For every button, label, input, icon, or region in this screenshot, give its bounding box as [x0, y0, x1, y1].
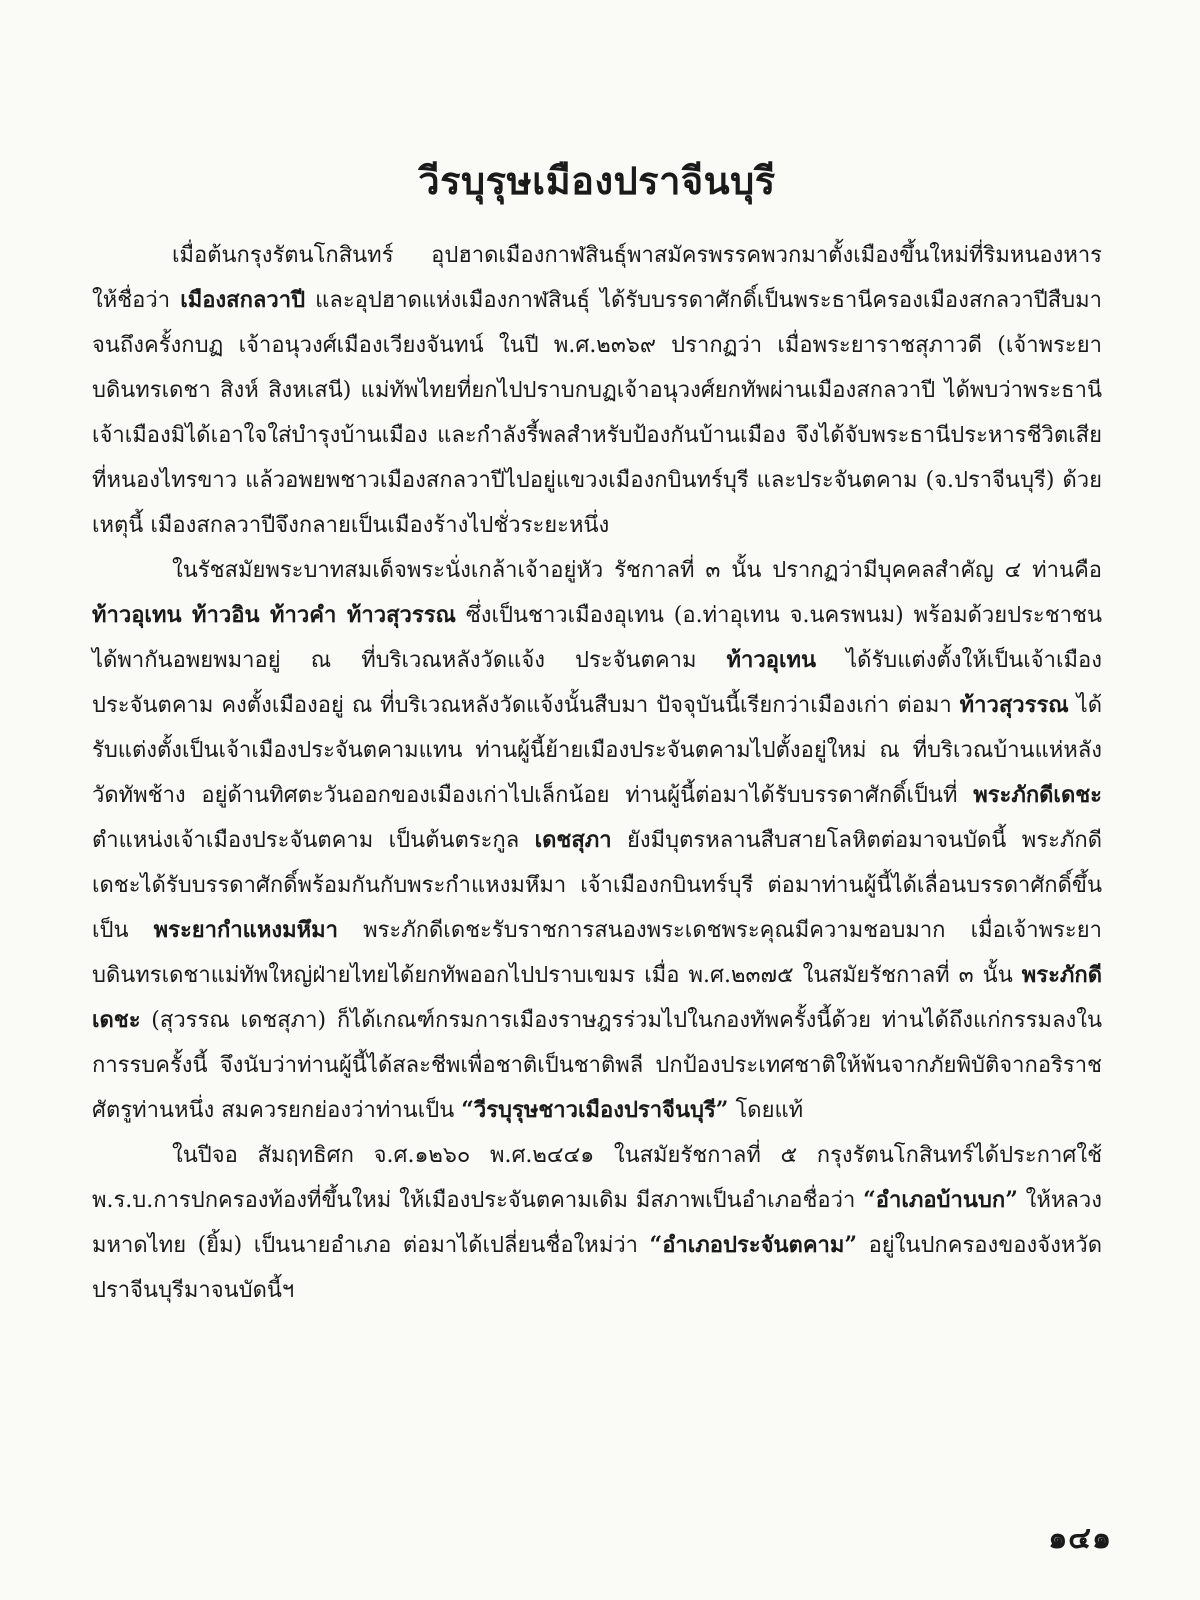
paragraph-1-text-2: และอุปฮาดแห่งเมืองกาฬสินธุ์ ได้รับบรรดาศักดิ์เป็นพระธานีครองเมืองสกลวาปีสืบมา จนถึงครั้งกบฏ เจ้าอนุวงศ์เมืองเวียงจันทน์ ในปี พ.ศ.๒๓๖๙ ปรากฏว่า เมื่อพระยาราชสุภาวดี (เจ้าพระยาบดินทรเดชา สิงห์ สิงหเสนี) แม่ทัพไทยที่ยกไปปราบกบฏเจ้าอนุวงศ์ยกทัพผ่านเมืองสกลวาปี ได้พบว่าพระธานีเจ้าเมืองมิได้เอาใจใส่บำรุงบ้านเมือง และกำลังรี้พลสำหรับป้องกันบ้านเมือง จึงได้จับพระธานีประหารชีวิตเสียที่หนองไทรขาว แล้วอพยพชาวเมืองสกลวาปีไปอยู่แขวงเมืองกบินทร์บุรี และประจันตคาม (จ.ปราจีนบุรี) ด้วยเหตุนี้ เมืองสกลวาปีจึงกลายเป็นเมืองร้างไปชั่วระยะหนึ่ง: [92, 288, 1102, 538]
paragraph-1-text-1: เมื่อต้นกรุงรัตนโกสินทร์ อุปฮาดเมืองกาฬสินธุ์พาสมัครพรรคพวกมาตั้งเมืองขึ้นใหม่ที่ริมหนองหาร ให้ชื่อว่า: [92, 243, 1102, 313]
paragraph-3-text-1: ในปีจอ สัมฤทธิศก จ.ศ.๑๒๖๐ พ.ศ.๒๔๔๑ ในสมัยรัชกาลที่ ๕ กรุงรัตนโกสินทร์ได้ประกาศใช้ พ.ร.บ.การปกครองท้องที่ขึ้นใหม่ ให้เมืองประจันตคามเดิม มีสภาพเป็นอำเภอชื่อว่า: [92, 1143, 1102, 1213]
page-number: ๑๔๑: [1048, 1521, 1112, 1556]
paragraph-1: [92, 233, 1102, 548]
paragraph-2-bold-2: ท้าวอุเทน: [726, 647, 817, 673]
paragraph-2-text-2: ซึ่งเป็นชาวเมืองอุเทน (อ.ท่าอุเทน จ.นครพนม) พร้อมด้วยประชาชนได้พากันอพยพมาอยู่ ณ ที่บริเวณหลังวัดแจ้ง ประจันตคาม: [92, 603, 1103, 673]
paragraph-3: [92, 1133, 1102, 1313]
paragraph-2-bold-6: พระยากำแหงมหึมา: [153, 917, 338, 943]
paragraph-2-bold-1: ท้าวอุเทน ท้าวอิน ท้าวคำ ท้าวสุวรรณ: [92, 602, 456, 628]
paragraph-2-text-5: ตำแหน่งเจ้าเมืองประจันตคาม เป็นต้นตระกูล: [92, 828, 535, 853]
paragraph-2-bold-3: ท้าวสุวรรณ: [959, 692, 1069, 718]
paragraph-2-text-7: พระภักดีเดชะรับราชการสนองพระเดชพระคุณมีความชอบมาก เมื่อเจ้าพระยาบดินทรเดชาแม่ทัพใหญ่ฝ่ายไทยได้ยกทัพออกไปปราบเขมร เมื่อ พ.ศ.๒๓๗๕ ในสมัยรัชกาลที่ ๓ นั้น: [92, 918, 1102, 988]
page-content: [92, 150, 1102, 1313]
paragraph-2-text-1: ในรัชสมัยพระบาทสมเด็จพระนั่งเกล้าเจ้าอยู่หัว รัชกาลที่ ๓ นั้น ปรากฏว่ามีบุคคลสำคัญ ๔ ท่านคือ: [172, 558, 1102, 583]
paragraph-3-text-2: ให้หลวงมหาดไทย (ยิ้ม) เป็นนายอำเภอ ต่อมาได้เปลี่ยนชื่อใหม่ว่า: [92, 1188, 1102, 1258]
paragraph-2-text-3: ได้รับแต่งตั้งให้เป็นเจ้าเมืองประจันตคาม คงตั้งเมืองอยู่ ณ ที่บริเวณหลังวัดแจ้งนั้นสืบมา ปัจจุบันนี้เรียกว่าเมืองเก่า ต่อมา: [92, 648, 1103, 718]
paragraph-2: [92, 548, 1102, 1133]
paragraph-2-text-9: โดยแท้: [728, 1098, 804, 1123]
paragraph-2-bold-5: เดชสุภา: [534, 827, 612, 853]
page-title: วีรบุรุษเมืองปราจีนบุรี: [418, 158, 776, 203]
paragraph-3-text-3: อยู่ในปกครองของจังหวัดปราจีนบุรีมาจนบัดนี้ฯ: [92, 1233, 1102, 1303]
paragraph-3-bold-2: “อำเภอประจันตคาม”: [649, 1232, 858, 1258]
paragraph-2-text-8: (สุวรรณ เดชสุภา) ก็ได้เกณฑ์กรมการเมืองราษฎรร่วมไปในกองทัพครั้งนี้ด้วย ท่านได้ถึงแก่กรรมลงในการรบครั้งนี้ จึงนับว่าท่านผู้นี้ได้สละชีพเพื่อชาติเป็นชาติพลี ปกป้องประเทศชาติให้พ้นจากภัยพิบัติจากอริราชศัตรูท่านหนึ่ง สมควรยกย่องว่าท่านเป็น: [92, 1008, 1102, 1123]
paragraph-2-bold-8: “วีรบุรุษชาวเมืองปราจีนบุรี”: [461, 1097, 729, 1123]
paragraph-2-text-6: ยังมีบุตรหลานสืบสายโลหิตต่อมาจนบัดนี้ พระภักดีเดชะได้รับบรรดาศักดิ์พร้อมกันกับพระกำแหงมหึมา เจ้าเมืองกบินทร์บุรี ต่อมาท่านผู้นี้ได้เลื่อนบรรดาศักดิ์ขึ้นเป็น: [92, 828, 1102, 943]
paragraph-2-text-4: ได้รับแต่งตั้งเป็นเจ้าเมืองประจันตคามแทน ท่านผู้นี้ย้ายเมืองประจันตคามไปตั้งอยู่ใหม่ ณ ที่บริเวณบ้านแห่หลังวัดทัพช้าง อยู่ด้านทิศตะวันออกของเมืองเก่าไปเล็กน้อย ท่านผู้นี้ต่อมาได้รับบรรดาศักดิ์เป็นที่: [92, 693, 1102, 808]
paragraph-3-bold-1: “อำเภอบ้านบก”: [863, 1187, 1018, 1213]
paragraph-2-bold-4: พระภักดีเดชะ: [973, 782, 1102, 808]
paragraph-2-bold-7: พระภักดีเดชะ: [92, 962, 1102, 1033]
paragraph-1-bold-1: เมืองสกลวาปี: [180, 287, 306, 313]
